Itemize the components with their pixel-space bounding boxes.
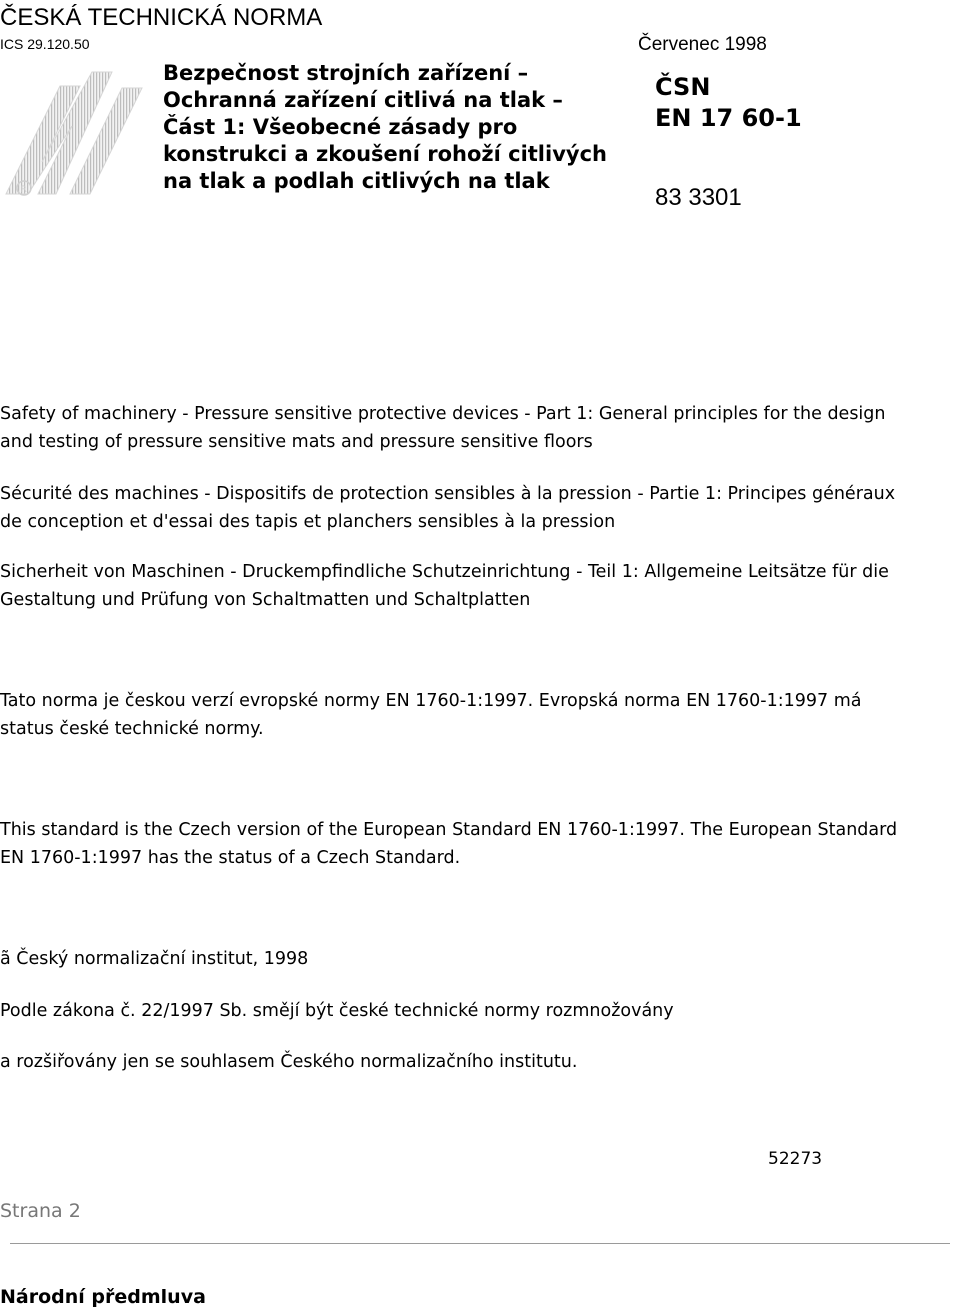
law-notice-line-1: Podle zákona č. 22/1997 Sb. smějí být české technické normy rozmnožovány — [0, 1001, 674, 1021]
english-title-line: Safety of machinery - Pressure sensitive protective devices - Part 1: General principles for the design — [0, 404, 886, 424]
french-title — [0, 480, 960, 536]
english-title-line: and testing of pressure sensitive mats and pressure sensitive floors — [0, 432, 593, 452]
czech-status-statement — [0, 687, 960, 743]
czech-title-line: Ochranná zařízení citlivá na tlak – — [163, 88, 563, 112]
foreword-heading: Národní předmluva — [0, 1286, 206, 1308]
statement-line: Tato norma je českou verzí evropské normy EN 1760-1:1997. Evropská norma EN 1760-1:1997 má — [0, 691, 862, 711]
svg-text:R: R — [20, 185, 27, 195]
csn-designation — [655, 72, 802, 134]
classification-number: 83 3301 — [655, 184, 742, 211]
french-title-line: Sécurité des machines - Dispositifs de protection sensibles à la pression - Partie 1: Principes généraux — [0, 484, 896, 504]
german-title-line: Gestaltung und Prüfung von Schaltmatten und Schaltplatten — [0, 590, 531, 610]
reference-number: 52273 — [768, 1149, 823, 1169]
ics-code: ICS 29.120.50 — [0, 36, 90, 52]
copyright-notice: ã Český normalizační institut, 1998 — [0, 949, 309, 969]
english-title — [0, 400, 960, 456]
law-notice-line-2: a rozšiřovány jen se souhlasem Českého normalizačního institutu. — [0, 1052, 578, 1072]
czech-title-line: konstrukci a zkoušení rohoží citlivých — [163, 142, 607, 166]
csn-prefix: ČSN — [655, 73, 711, 101]
czech-title-line: Část 1: Všeobecné zásady pro — [163, 115, 518, 139]
czech-title-line: na tlak a podlah citlivých na tlak — [163, 169, 550, 193]
german-title-line: Sicherheit von Maschinen - Druckempfindliche Schutzeinrichtung - Teil 1: Allgemeine Leitsätze für die — [0, 562, 889, 582]
csn-number: EN 17 60-1 — [655, 104, 802, 132]
issue-date: Červenec 1998 — [638, 34, 767, 55]
czech-title — [163, 60, 607, 195]
english-status-statement — [0, 816, 960, 872]
czech-title-line: Bezpečnost strojních zařízení – — [163, 61, 529, 85]
page-number: Strana 2 — [0, 1200, 81, 1222]
norm-title: ČESKÁ TECHNICKÁ NORMA — [0, 4, 323, 31]
french-title-line: de conception et d'essai des tapis et planchers sensibles à la pression — [0, 512, 616, 532]
statement-line: EN 1760-1:1997 has the status of a Czech Standard. — [0, 848, 461, 868]
page-divider — [10, 1243, 950, 1244]
statement-line: status české technické normy. — [0, 719, 264, 739]
german-title — [0, 558, 960, 614]
csn-logo-icon — [0, 66, 150, 206]
statement-line: This standard is the Czech version of the European Standard EN 1760-1:1997. The European Standard — [0, 820, 898, 840]
